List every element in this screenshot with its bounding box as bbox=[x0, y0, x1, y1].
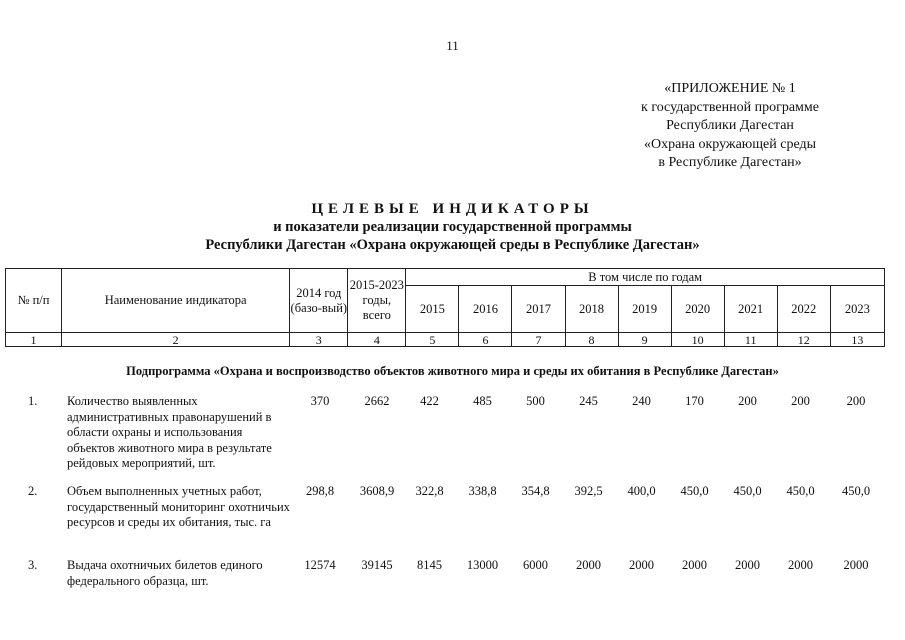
value-2023: 2000 bbox=[843, 558, 869, 572]
appendix-line: в Республике Дагестан» bbox=[658, 155, 802, 170]
header-year: 2020 bbox=[671, 286, 724, 333]
value-2019: 240 bbox=[632, 394, 651, 408]
column-number: 13 bbox=[830, 333, 884, 347]
column-number: 10 bbox=[671, 333, 724, 347]
column-number: 3 bbox=[290, 333, 348, 347]
header-year: 2015 bbox=[406, 286, 459, 333]
title-line-1: ЦЕЛЕВЫЕ ИНДИКАТОРЫ bbox=[311, 201, 594, 217]
indicator-name: Выдача охотничьих билетов единого федерального образца, шт. bbox=[67, 558, 263, 588]
value-2018: 245 bbox=[579, 394, 598, 408]
appendix-line: «ПРИЛОЖЕНИЕ № 1 bbox=[664, 81, 796, 96]
column-number: 4 bbox=[348, 333, 406, 347]
column-number: 8 bbox=[565, 333, 618, 347]
value-2020: 450,0 bbox=[680, 484, 709, 498]
appendix-line: Республики Дагестан bbox=[666, 118, 794, 133]
value-2015: 322,8 bbox=[415, 484, 444, 498]
value-2017: 354,8 bbox=[521, 484, 550, 498]
appendix-line: к государственной программе bbox=[641, 99, 819, 115]
value-2023: 450,0 bbox=[841, 484, 871, 498]
page-number: 11 bbox=[446, 38, 459, 53]
document-title bbox=[0, 200, 905, 254]
value-total: 3608,9 bbox=[359, 484, 395, 498]
column-number: 11 bbox=[724, 333, 777, 347]
row-number: 1. bbox=[28, 394, 38, 408]
header-total: 2015-2023 годы, всего bbox=[348, 269, 406, 333]
value-2023: 200 bbox=[846, 394, 866, 408]
header-year: 2022 bbox=[777, 286, 830, 333]
row-number: 3. bbox=[28, 558, 38, 572]
value-2018: 392,5 bbox=[574, 484, 603, 498]
header-base-year: 2014 год (базо-вый) bbox=[290, 269, 348, 333]
indicators-table-header bbox=[5, 268, 885, 347]
column-number: 5 bbox=[406, 333, 459, 347]
value-base-year: 298,8 bbox=[305, 484, 335, 498]
value-2015: 8145 bbox=[417, 558, 442, 572]
appendix-block bbox=[560, 80, 900, 173]
column-number: 12 bbox=[777, 333, 830, 347]
header-year: 2019 bbox=[618, 286, 671, 333]
value-2016: 338,8 bbox=[468, 484, 497, 498]
value-2019: 2000 bbox=[629, 558, 654, 572]
value-2017: 6000 bbox=[523, 558, 548, 572]
column-number: 1 bbox=[6, 333, 62, 347]
header-year: 2018 bbox=[565, 286, 618, 333]
value-2021: 450,0 bbox=[733, 484, 762, 498]
value-2022: 450,0 bbox=[786, 484, 815, 498]
value-base-year: 12574 bbox=[304, 558, 336, 572]
value-2022: 2000 bbox=[788, 558, 813, 572]
value-base-year: 370 bbox=[310, 394, 330, 408]
value-2016: 485 bbox=[473, 394, 492, 408]
header-year: 2016 bbox=[459, 286, 512, 333]
column-number: 9 bbox=[618, 333, 671, 347]
indicator-name: Объем выполненных учетных работ, государственный мониторинг охотничьих ресурсов и среды их обитания, тыс. га bbox=[67, 484, 290, 529]
header-year: 2023 bbox=[830, 286, 884, 333]
value-2021: 200 bbox=[738, 394, 757, 408]
header-year: 2017 bbox=[512, 286, 565, 333]
value-2015: 422 bbox=[420, 394, 439, 408]
appendix-line: «Охрана окружающей среды bbox=[643, 136, 817, 152]
indicator-name: Количество выявленных административных правонарушений в области охраны и использования объектов животного мира в результате рейдовых мероприятий, шт. bbox=[67, 394, 272, 470]
value-2020: 2000 bbox=[682, 558, 707, 572]
value-2019: 400,0 bbox=[627, 484, 656, 498]
column-number: 6 bbox=[459, 333, 512, 347]
header-years-group: В том числе по годам bbox=[406, 269, 885, 286]
value-2017: 500 bbox=[526, 394, 545, 408]
value-2021: 2000 bbox=[735, 558, 760, 572]
title-line-2: и показатели реализации государственной программы bbox=[273, 219, 632, 235]
value-total: 2662 bbox=[364, 394, 390, 408]
value-2016: 13000 bbox=[466, 558, 499, 572]
column-number: 2 bbox=[62, 333, 290, 347]
value-2018: 2000 bbox=[576, 558, 601, 572]
title-line-3: Республики Дагестан «Охрана окружающей среды в Республике Дагестан» bbox=[205, 237, 700, 253]
value-total: 39145 bbox=[361, 558, 393, 572]
header-no: № п/п bbox=[6, 269, 62, 333]
subprogram-heading: Подпрограмма «Охрана и воспроизводство объектов животного мира и среды их обитания в Республике Дагестан» bbox=[126, 364, 779, 378]
value-2022: 200 bbox=[791, 394, 810, 408]
value-2020: 170 bbox=[685, 394, 704, 408]
column-number: 7 bbox=[512, 333, 565, 347]
header-year: 2021 bbox=[724, 286, 777, 333]
row-number: 2. bbox=[28, 484, 38, 498]
header-name: Наименование индикатора bbox=[62, 269, 290, 333]
